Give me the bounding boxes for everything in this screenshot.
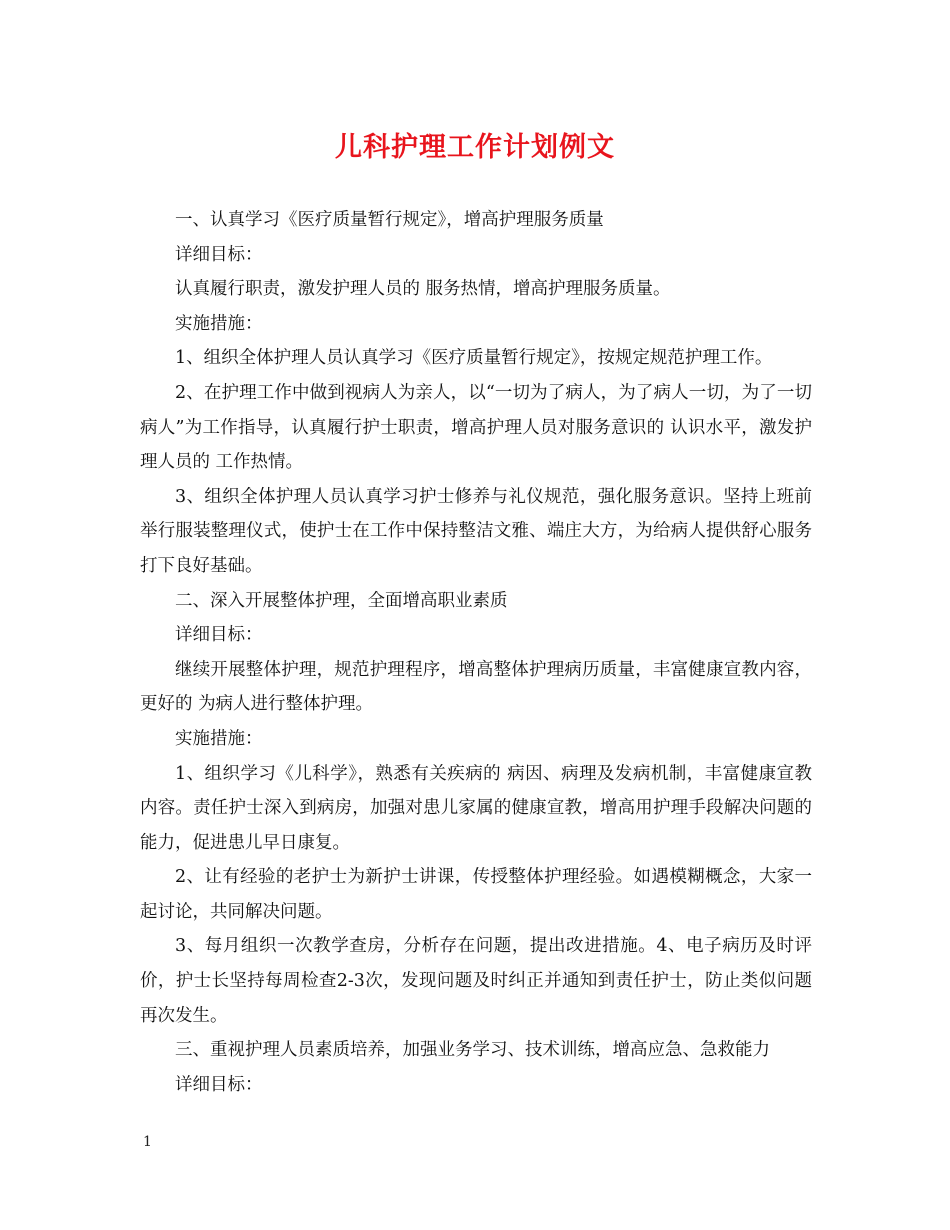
paragraph: 1、组织全体护理人员认真学习《医疗质量暂行规定》，按规定规范护理工作。 bbox=[175, 348, 773, 369]
paragraph: 二、深入开展整体护理，全面增高职业素质 bbox=[175, 590, 508, 611]
paragraph: 1、组织学习《儿科学》，熟悉有关疾病的 病因、病理及发病机制，丰富健康宣教内容。责任护士深入到病房，加强对患儿家属的健康宣教，增高用护理手段解决问题的能力，促进患儿早日康复。 bbox=[140, 763, 812, 853]
paragraph: 继续开展整体护理，规范护理程序，增高整体护理病历质量，丰富健康宣教内容，更好的 为病人进行整体护理。 bbox=[140, 659, 812, 715]
paragraph: 3、组织全体护理人员认真学习护士修养与礼仪规范，强化服务意识。坚持上班前举行服装整理仪式，使护士在工作中保持整洁文雅、端庄大方，为给病人提供舒心服务打下良好基础。 bbox=[140, 486, 812, 576]
paragraph: 实施措施： bbox=[175, 313, 263, 334]
paragraph: 详细目标： bbox=[175, 625, 263, 646]
document-title: 儿科护理工作计划例文 bbox=[335, 132, 615, 163]
page-number: 1 bbox=[143, 1134, 152, 1150]
paragraph: 三、重视护理人员素质培养，加强业务学习、技术训练，增高应急、急救能力 bbox=[175, 1040, 770, 1061]
paragraph: 2、让有经验的老护士为新护士讲课，传授整体护理经验。如遇模糊概念，大家一起讨论，共同解决问题。 bbox=[140, 867, 812, 922]
paragraph: 详细目标： bbox=[175, 1074, 263, 1095]
paragraph: 实施措施： bbox=[175, 728, 263, 749]
paragraph: 一、认真学习《医疗质量暂行规定》，增高护理服务质量 bbox=[175, 210, 604, 230]
paragraph: 3、每月组织一次教学查房，分析存在问题，提出改进措施。4、电子病历及时评价，护士长坚持每周检查2-3次，发现问题及时纠正并通知到责任护士，防止类似问题再次发生。 bbox=[140, 936, 812, 1026]
paragraph: 详细目标： bbox=[175, 244, 263, 265]
paragraph: 2、在护理工作中做到视病人为亲人，以“一切为了病人，为了病人一切，为了一切病人”为工作指导，认真履行护士职责，增高护理人员对服务意识的 认识水平，激发护理人员的 工作热情。 bbox=[140, 382, 812, 473]
paragraph: 认真履行职责，激发护理人员的 服务热情，增高护理服务质量。 bbox=[175, 279, 671, 300]
document-body bbox=[140, 203, 812, 1102]
